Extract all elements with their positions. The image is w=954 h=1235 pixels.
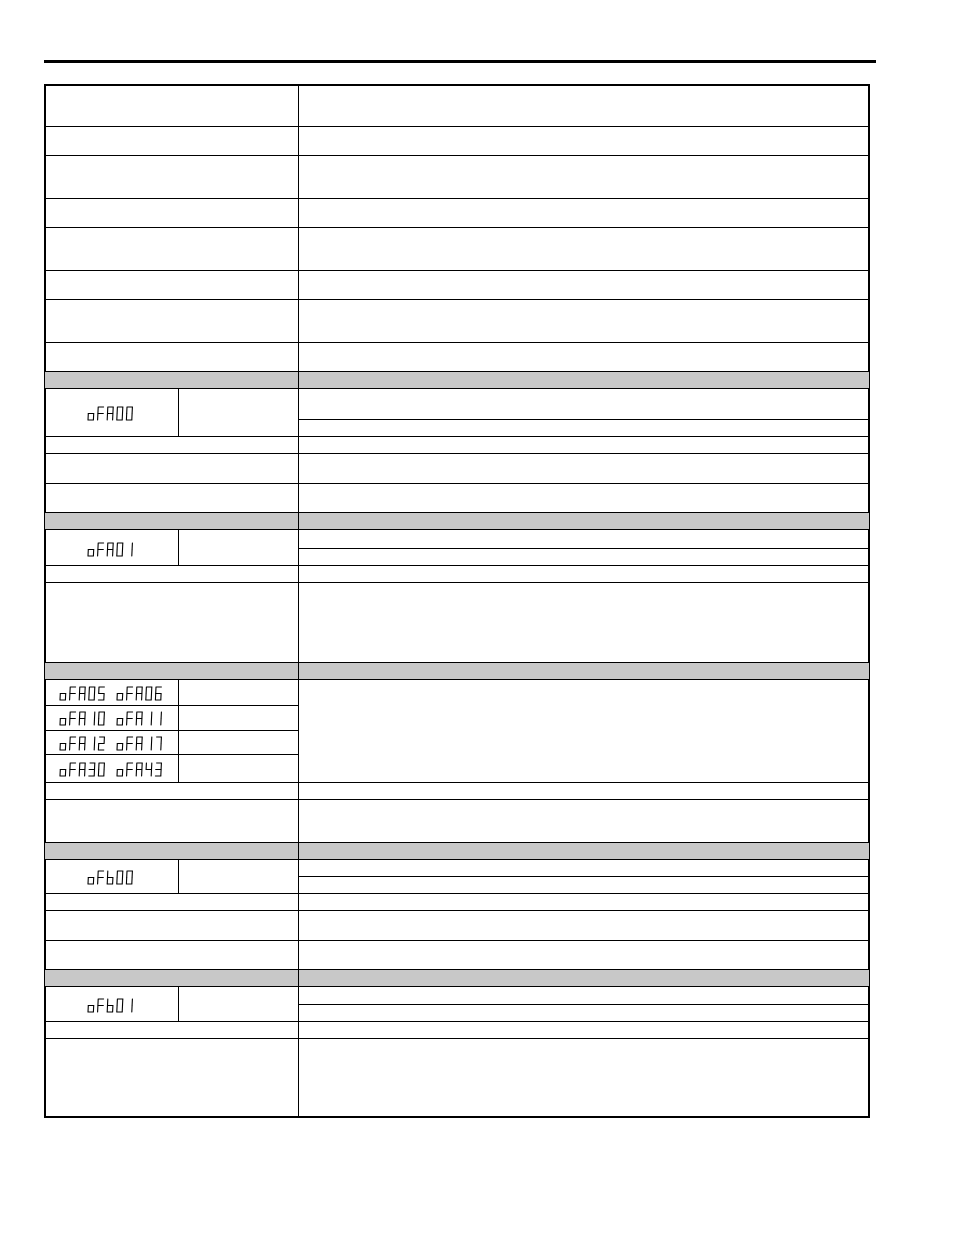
- header-rule: [44, 60, 876, 63]
- row-divider: [45, 582, 869, 583]
- row-divider: [45, 782, 869, 783]
- row-divider: [45, 529, 869, 530]
- row-divider: [45, 299, 869, 300]
- table-border: [44, 84, 870, 1118]
- display-code-range-ofa30-ofa43-first: [55, 758, 112, 780]
- display-code-range-ofa05-ofa06-first: [55, 682, 112, 704]
- display-code-range-ofa10-ofa11-second: [112, 707, 170, 729]
- row-divider: [45, 986, 869, 987]
- row-divider: [45, 705, 298, 706]
- row-divider: [45, 483, 869, 484]
- row-divider: [45, 859, 869, 860]
- section-header-band: [45, 663, 869, 679]
- section-header-band: [45, 842, 869, 859]
- column-divider: [178, 388, 179, 436]
- section-header-band: [45, 513, 869, 529]
- column-divider: [178, 679, 179, 782]
- row-divider: [45, 342, 869, 343]
- row-divider: [45, 730, 298, 731]
- row-divider: [298, 1004, 869, 1005]
- display-code-range-ofa10-ofa11-first: [55, 707, 112, 729]
- row-divider: [45, 371, 869, 372]
- column-divider: [178, 986, 179, 1021]
- display-code-range-ofa05-ofa06-second: [112, 682, 170, 704]
- row-divider: [45, 436, 869, 437]
- display-code-ofb01: [45, 994, 178, 1016]
- row-divider: [45, 754, 298, 755]
- display-code-range-ofa12-ofa17-second: [112, 732, 170, 754]
- section-header-band: [45, 372, 869, 388]
- row-divider: [45, 453, 869, 454]
- display-code-ofa01: [45, 538, 178, 560]
- column-divider: [178, 529, 179, 565]
- row-divider: [45, 126, 869, 127]
- column-divider: [178, 859, 179, 893]
- row-divider: [298, 876, 869, 877]
- row-divider: [45, 842, 869, 843]
- row-divider: [45, 662, 869, 663]
- section-header-band: [45, 970, 869, 986]
- display-code-range-ofa12-ofa17-first: [55, 732, 112, 754]
- row-divider: [45, 198, 869, 199]
- display-code-range-ofa30-ofa43-second: [112, 758, 170, 780]
- row-divider: [45, 270, 869, 271]
- row-divider: [45, 512, 869, 513]
- row-divider: [45, 1038, 869, 1039]
- display-code-ofa00: [45, 402, 178, 424]
- row-divider: [45, 388, 869, 389]
- row-divider: [45, 910, 869, 911]
- row-divider: [45, 799, 869, 800]
- row-divider: [45, 969, 869, 970]
- column-divider: [298, 85, 299, 1117]
- display-code-ofb00: [45, 866, 178, 888]
- row-divider: [45, 679, 869, 680]
- row-divider: [45, 227, 869, 228]
- row-divider: [45, 893, 869, 894]
- row-divider: [45, 155, 869, 156]
- row-divider: [298, 419, 869, 420]
- row-divider: [298, 548, 869, 549]
- row-divider: [45, 565, 869, 566]
- row-divider: [45, 1021, 869, 1022]
- row-divider: [45, 940, 869, 941]
